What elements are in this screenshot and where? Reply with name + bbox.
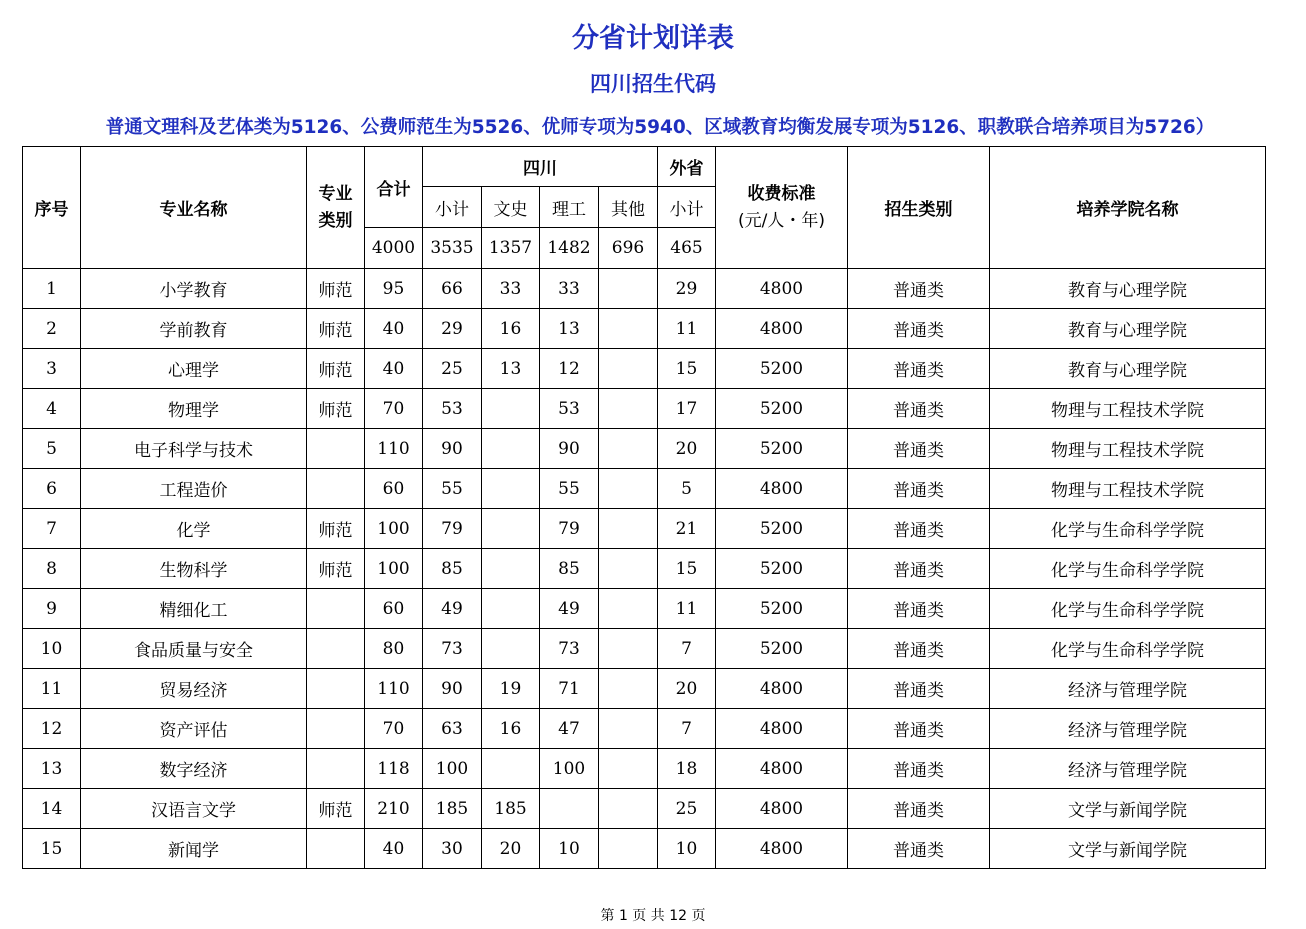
cell-type — [307, 429, 365, 469]
cell-other — [599, 469, 658, 509]
cell-seq: 4 — [23, 389, 81, 429]
cell-other — [599, 589, 658, 629]
total-other: 696 — [599, 228, 658, 269]
cell-wenshi — [482, 469, 540, 509]
cell-fee: 4800 — [716, 269, 848, 309]
cell-sichuan-sub: 66 — [423, 269, 482, 309]
cell-wenshi — [482, 749, 540, 789]
cell-outside-sub: 7 — [658, 629, 716, 669]
cell-seq: 6 — [23, 469, 81, 509]
page-title: 分省计划详表 — [572, 23, 734, 54]
header-fee — [716, 147, 848, 269]
cell-wenshi: 33 — [482, 269, 540, 309]
cell-sichuan-sub: 25 — [423, 349, 482, 389]
header-sichuan: 四川 — [423, 147, 658, 187]
header-seq: 序号 — [23, 147, 81, 269]
cell-other — [599, 549, 658, 589]
cell-outside-sub: 17 — [658, 389, 716, 429]
cell-type: 师范 — [307, 789, 365, 829]
cell-total: 100 — [365, 549, 423, 589]
cell-ligong: 73 — [540, 629, 599, 669]
cell-ligong: 10 — [540, 829, 599, 869]
cell-outside-sub: 7 — [658, 709, 716, 749]
cell-type — [307, 669, 365, 709]
cell-seq: 10 — [23, 629, 81, 669]
cell-sichuan-sub: 29 — [423, 309, 482, 349]
table-row — [23, 629, 1266, 669]
cell-seq: 5 — [23, 429, 81, 469]
cell-ligong: 33 — [540, 269, 599, 309]
cell-sichuan-sub: 100 — [423, 749, 482, 789]
header-fee-line1: 收费标准 — [747, 183, 816, 204]
cell-ligong: 53 — [540, 389, 599, 429]
cell-sichuan-sub: 79 — [423, 509, 482, 549]
cell-seq: 7 — [23, 509, 81, 549]
cell-ligong: 90 — [540, 429, 599, 469]
cell-outside-sub: 25 — [658, 789, 716, 829]
cell-type: 师范 — [307, 549, 365, 589]
cell-other — [599, 509, 658, 549]
cell-total: 40 — [365, 829, 423, 869]
total-outside-sub: 465 — [658, 228, 716, 269]
cell-fee: 4800 — [716, 829, 848, 869]
cell-fee: 4800 — [716, 789, 848, 829]
page-subtitle: 四川招生代码 — [590, 72, 716, 96]
cell-other — [599, 349, 658, 389]
total-wenshi: 1357 — [482, 228, 540, 269]
cell-outside-sub: 18 — [658, 749, 716, 789]
cell-sichuan-sub: 90 — [423, 669, 482, 709]
cell-outside-sub: 21 — [658, 509, 716, 549]
cell-other — [599, 829, 658, 869]
cell-type — [307, 709, 365, 749]
cell-type: 师范 — [307, 269, 365, 309]
cell-major: 数字经济 — [81, 749, 307, 789]
cell-wenshi: 185 — [482, 789, 540, 829]
cell-category: 普通类 — [848, 389, 990, 429]
cell-category: 普通类 — [848, 549, 990, 589]
cell-major: 食品质量与安全 — [81, 629, 307, 669]
cell-wenshi — [482, 389, 540, 429]
total-sichuan-sub: 3535 — [423, 228, 482, 269]
cell-category: 普通类 — [848, 749, 990, 789]
cell-fee: 5200 — [716, 549, 848, 589]
cell-type — [307, 829, 365, 869]
cell-sichuan-sub: 90 — [423, 429, 482, 469]
cell-total: 110 — [365, 669, 423, 709]
cell-sichuan-sub: 85 — [423, 549, 482, 589]
cell-category: 普通类 — [848, 429, 990, 469]
cell-seq: 12 — [23, 709, 81, 749]
cell-major: 新闻学 — [81, 829, 307, 869]
cell-sichuan-sub: 63 — [423, 709, 482, 749]
cell-college: 教育与心理学院 — [990, 349, 1266, 389]
cell-major: 小学教育 — [81, 269, 307, 309]
header-college: 培养学院名称 — [990, 147, 1266, 269]
cell-major: 物理学 — [81, 389, 307, 429]
cell-college: 物理与工程技术学院 — [990, 469, 1266, 509]
cell-college: 物理与工程技术学院 — [990, 429, 1266, 469]
cell-college: 文学与新闻学院 — [990, 829, 1266, 869]
cell-wenshi — [482, 429, 540, 469]
header-outside: 外省 — [658, 147, 716, 187]
cell-other — [599, 269, 658, 309]
total-all: 4000 — [365, 228, 423, 269]
cell-fee: 5200 — [716, 509, 848, 549]
table-row — [23, 669, 1266, 709]
header-major: 专业名称 — [81, 147, 307, 269]
cell-seq: 15 — [23, 829, 81, 869]
cell-college: 经济与管理学院 — [990, 749, 1266, 789]
cell-wenshi — [482, 589, 540, 629]
cell-college: 经济与管理学院 — [990, 709, 1266, 749]
cell-ligong: 49 — [540, 589, 599, 629]
cell-major: 精细化工 — [81, 589, 307, 629]
cell-ligong: 55 — [540, 469, 599, 509]
cell-total: 100 — [365, 509, 423, 549]
table-row — [23, 589, 1266, 629]
cell-total: 95 — [365, 269, 423, 309]
cell-seq: 1 — [23, 269, 81, 309]
cell-category: 普通类 — [848, 469, 990, 509]
cell-type — [307, 749, 365, 789]
cell-other — [599, 709, 658, 749]
cell-outside-sub: 10 — [658, 829, 716, 869]
cell-category: 普通类 — [848, 629, 990, 669]
cell-ligong: 85 — [540, 549, 599, 589]
cell-total: 40 — [365, 309, 423, 349]
cell-other — [599, 789, 658, 829]
header-total: 合计 — [365, 147, 423, 228]
cell-major: 工程造价 — [81, 469, 307, 509]
cell-category: 普通类 — [848, 789, 990, 829]
cell-outside-sub: 29 — [658, 269, 716, 309]
cell-wenshi — [482, 549, 540, 589]
cell-seq: 8 — [23, 549, 81, 589]
cell-sichuan-sub: 30 — [423, 829, 482, 869]
cell-major: 汉语言文学 — [81, 789, 307, 829]
cell-wenshi: 13 — [482, 349, 540, 389]
header-fee-line2: (元/人・年) — [738, 210, 825, 231]
cell-category: 普通类 — [848, 269, 990, 309]
cell-fee: 4800 — [716, 469, 848, 509]
cell-total: 80 — [365, 629, 423, 669]
cell-fee: 4800 — [716, 309, 848, 349]
cell-other — [599, 669, 658, 709]
table-row — [23, 509, 1266, 549]
cell-major: 心理学 — [81, 349, 307, 389]
cell-total: 40 — [365, 349, 423, 389]
cell-ligong: 100 — [540, 749, 599, 789]
cell-seq: 11 — [23, 669, 81, 709]
cell-outside-sub: 15 — [658, 349, 716, 389]
table-row — [23, 309, 1266, 349]
cell-college: 化学与生命科学学院 — [990, 629, 1266, 669]
cell-fee: 5200 — [716, 389, 848, 429]
cell-wenshi: 20 — [482, 829, 540, 869]
cell-major: 学前教育 — [81, 309, 307, 349]
cell-ligong: 12 — [540, 349, 599, 389]
cell-ligong: 13 — [540, 309, 599, 349]
cell-total: 70 — [365, 709, 423, 749]
header-outside-sub: 小计 — [658, 187, 716, 228]
cell-seq: 13 — [23, 749, 81, 789]
cell-type — [307, 469, 365, 509]
header-ligong: 理工 — [540, 187, 599, 228]
cell-sichuan-sub: 185 — [423, 789, 482, 829]
cell-seq: 14 — [23, 789, 81, 829]
cell-type — [307, 589, 365, 629]
table-row — [23, 269, 1266, 309]
table-row — [23, 789, 1266, 829]
cell-category: 普通类 — [848, 589, 990, 629]
plan-table — [22, 146, 1266, 869]
cell-total: 210 — [365, 789, 423, 829]
cell-fee: 5200 — [716, 349, 848, 389]
cell-outside-sub: 11 — [658, 589, 716, 629]
cell-total: 70 — [365, 389, 423, 429]
cell-college: 化学与生命科学学院 — [990, 509, 1266, 549]
cell-college: 文学与新闻学院 — [990, 789, 1266, 829]
cell-other — [599, 629, 658, 669]
table-row — [23, 349, 1266, 389]
cell-other — [599, 389, 658, 429]
table-row — [23, 469, 1266, 509]
cell-sichuan-sub: 49 — [423, 589, 482, 629]
cell-fee: 4800 — [716, 709, 848, 749]
cell-ligong: 47 — [540, 709, 599, 749]
header-type-line2: 类别 — [318, 210, 353, 231]
cell-ligong — [540, 789, 599, 829]
table-body — [23, 269, 1266, 869]
cell-major: 电子科学与技术 — [81, 429, 307, 469]
cell-type: 师范 — [307, 309, 365, 349]
cell-outside-sub: 11 — [658, 309, 716, 349]
header-row — [23, 147, 1266, 187]
cell-total: 60 — [365, 589, 423, 629]
cell-wenshi: 19 — [482, 669, 540, 709]
table-row — [23, 429, 1266, 469]
cell-sichuan-sub: 55 — [423, 469, 482, 509]
cell-category: 普通类 — [848, 349, 990, 389]
cell-ligong: 79 — [540, 509, 599, 549]
table-row — [23, 389, 1266, 429]
table-row — [23, 709, 1266, 749]
cell-wenshi: 16 — [482, 309, 540, 349]
cell-outside-sub: 20 — [658, 429, 716, 469]
header-sichuan-sub: 小计 — [423, 187, 482, 228]
cell-fee: 5200 — [716, 589, 848, 629]
cell-major: 生物科学 — [81, 549, 307, 589]
cell-other — [599, 309, 658, 349]
cell-outside-sub: 15 — [658, 549, 716, 589]
cell-fee: 4800 — [716, 669, 848, 709]
enrollment-codes-line: 普通文理科及艺体类为5126、公费师范生为5526、优师专项为5940、区域教育均衡发展专项为5126、职教联合培养项目为5726） — [105, 117, 1215, 138]
cell-fee: 5200 — [716, 429, 848, 469]
cell-sichuan-sub: 53 — [423, 389, 482, 429]
cell-type: 师范 — [307, 509, 365, 549]
cell-type: 师范 — [307, 389, 365, 429]
table-row — [23, 829, 1266, 869]
cell-type: 师范 — [307, 349, 365, 389]
cell-total: 118 — [365, 749, 423, 789]
cell-category: 普通类 — [848, 709, 990, 749]
cell-total: 110 — [365, 429, 423, 469]
cell-seq: 9 — [23, 589, 81, 629]
cell-college: 教育与心理学院 — [990, 309, 1266, 349]
cell-ligong: 71 — [540, 669, 599, 709]
page-footer: 第 1 页 共 12 页 — [600, 908, 706, 924]
cell-type — [307, 629, 365, 669]
cell-seq: 2 — [23, 309, 81, 349]
cell-major: 贸易经济 — [81, 669, 307, 709]
cell-wenshi — [482, 509, 540, 549]
header-other: 其他 — [599, 187, 658, 228]
cell-wenshi — [482, 629, 540, 669]
cell-major: 化学 — [81, 509, 307, 549]
total-ligong: 1482 — [540, 228, 599, 269]
cell-wenshi: 16 — [482, 709, 540, 749]
cell-fee: 4800 — [716, 749, 848, 789]
header-wenshi: 文史 — [482, 187, 540, 228]
cell-outside-sub: 5 — [658, 469, 716, 509]
cell-college: 教育与心理学院 — [990, 269, 1266, 309]
cell-category: 普通类 — [848, 669, 990, 709]
header-type-line1: 专业 — [318, 183, 353, 204]
cell-college: 化学与生命科学学院 — [990, 589, 1266, 629]
cell-category: 普通类 — [848, 829, 990, 869]
header-category: 招生类别 — [848, 147, 990, 269]
cell-seq: 3 — [23, 349, 81, 389]
cell-major: 资产评估 — [81, 709, 307, 749]
cell-college: 物理与工程技术学院 — [990, 389, 1266, 429]
header-major-type — [307, 147, 365, 269]
cell-total: 60 — [365, 469, 423, 509]
table-row — [23, 549, 1266, 589]
cell-sichuan-sub: 73 — [423, 629, 482, 669]
cell-other — [599, 749, 658, 789]
cell-fee: 5200 — [716, 629, 848, 669]
cell-college: 化学与生命科学学院 — [990, 549, 1266, 589]
table-row — [23, 749, 1266, 789]
cell-category: 普通类 — [848, 309, 990, 349]
cell-outside-sub: 20 — [658, 669, 716, 709]
cell-college: 经济与管理学院 — [990, 669, 1266, 709]
cell-category: 普通类 — [848, 509, 990, 549]
cell-other — [599, 429, 658, 469]
